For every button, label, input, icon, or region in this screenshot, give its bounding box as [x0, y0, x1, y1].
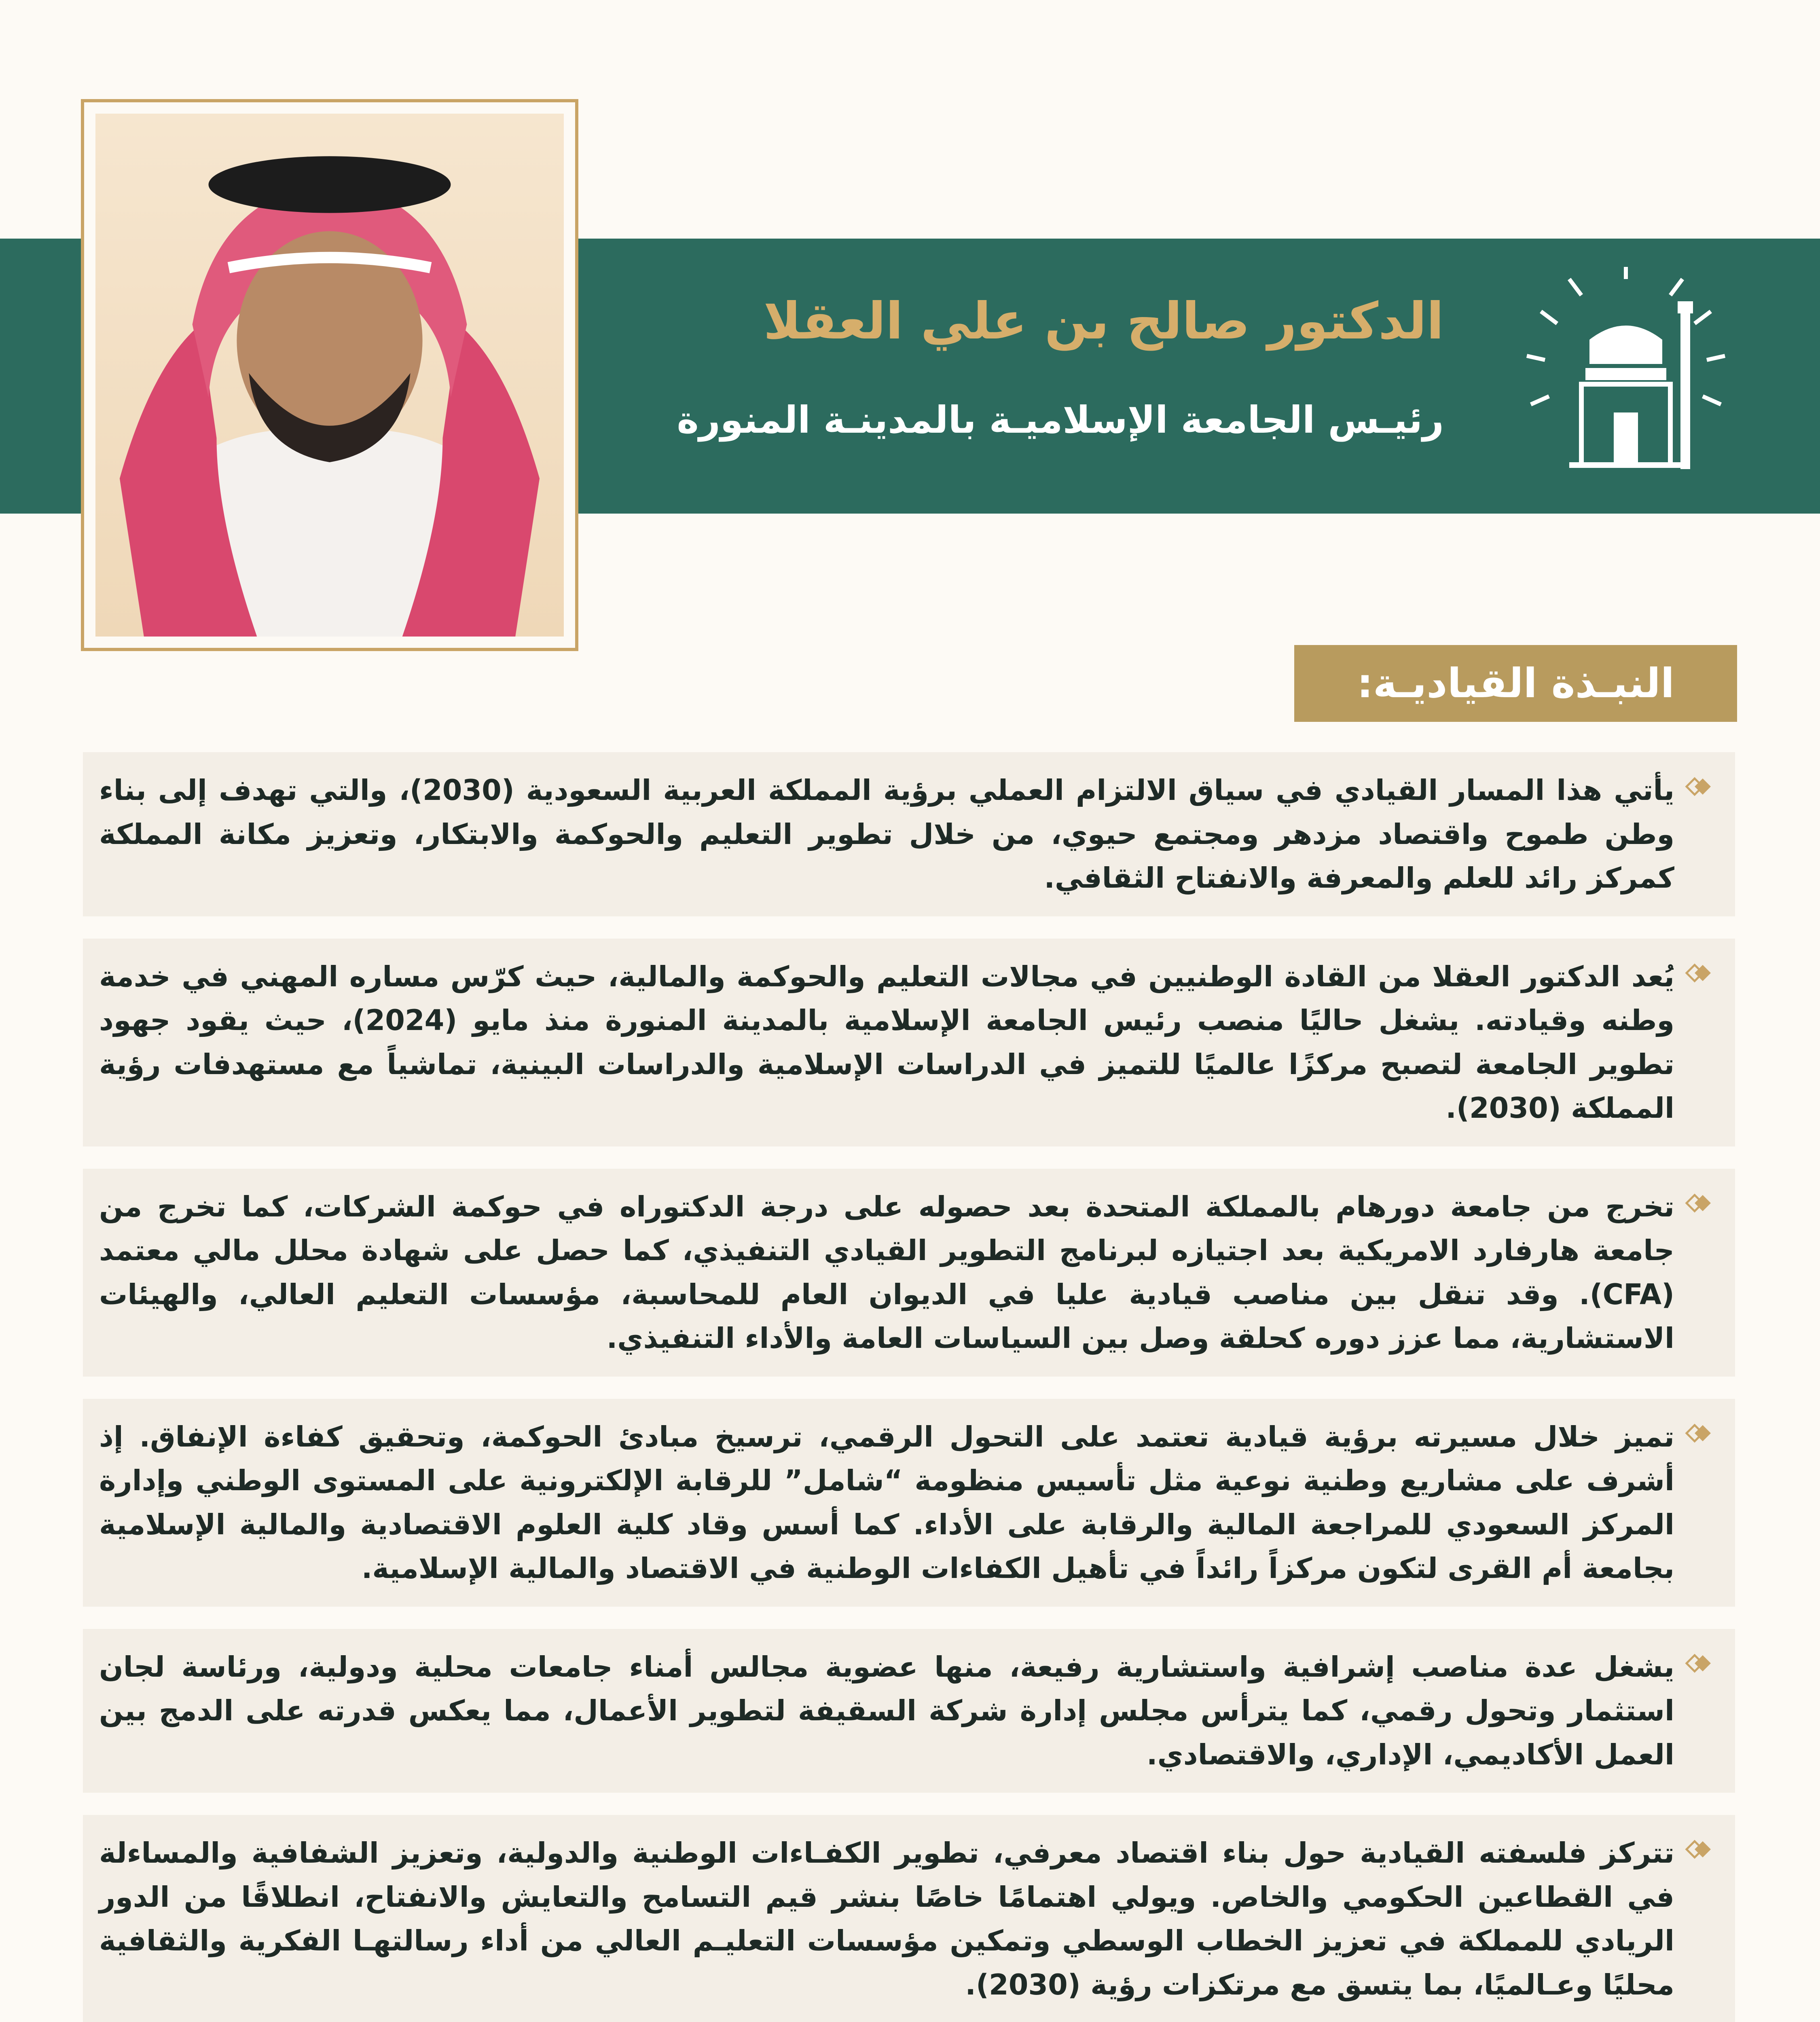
bio-paragraph-text: يأتي هذا المسار القيادي في سياق الالتزام العملي برؤية المملكة العربية السعودية (2030)، والتي تهدف إلى بناء وطن طموح واقتصاد مزدهر ومجتمع حيوي، من خلال تطوير التعليم والحوكمة والابتكار، وتعزيز مكانة المملكة كمركز رائد للعلم والمعرفة والانفتاح الثقافي.: [99, 774, 1674, 895]
portrait-photo: [95, 114, 564, 637]
bio-section-title: النبـذة القياديـة:: [1294, 645, 1737, 722]
bio-paragraph: [83, 1399, 1735, 1607]
diamond-bullet-icon: [1682, 1191, 1719, 1215]
bio-paragraph-text: تتركز فلسفته القيادية حول بناء اقتصاد معرفي، تطوير الكفـاءات الوطنية والدولية، وتعزيز الشفافية والمساءلة في القطاعين الحكومي والخاص. ويولي اهتمامًا خاصًا بنشر قيم التسامح والتعايش والانفتاح، انطلاقًا من الدور الريادي للمملكة في تعزيز الخطاب الوسطي وتمكين مؤسسات التعليـم العالي من أداء رسالتهـا الفكرية والثقافية محليًا وعـالميًا، بما يتسق مع مرتكزات رؤية (2030).: [99, 1836, 1674, 2001]
bio-paragraph: [83, 752, 1735, 916]
diamond-bullet-icon: [1682, 961, 1719, 985]
bio-paragraph-text: يُعد الدكتور العقلا من القادة الوطنيين في مجالات التعليم والحوكمة والمالية، حيث كرّس مساره المهني في خدمة وطنه وقيادته. يشغل حاليًا منصب رئيس الجامعة الإسلامية بالمدينة المنورة منذ مايو (2024)، حيث يقود جهود تطوير الجامعة لتصبح مركزًا عالميًا للتميز في الدراسات الإسلامية والدراسات البينية، تماشياً مع مستهدفات رؤية المملكة (2030).: [99, 960, 1674, 1125]
diamond-bullet-icon: [1682, 1837, 1719, 1861]
diamond-bullet-icon: [1682, 1421, 1719, 1445]
diamond-bullet-icon: [1682, 774, 1719, 799]
person-title: رئيـس الجامعة الإسلاميـة بالمدينـة المنورة: [677, 398, 1444, 442]
person-name: الدكتور صالح بن علي العقلا: [763, 292, 1444, 351]
bio-paragraph: [83, 1169, 1735, 1377]
diamond-bullet-icon: [1682, 1651, 1719, 1675]
bio-paragraph-text: يشغل عدة مناصب إشرافية واستشارية رفيعة، منها عضوية مجالس أمناء جامعات محلية ودولية، ورئاسة لجان استثمار وتحول رقمي، كما يترأس مجلس إدارة شركة السقيفة لتطوير الأعمال، مما يعكس قدرته على الدمج بين العمل الأكاديمي، الإداري، والاقتصادي.: [99, 1650, 1674, 1771]
bio-paragraph-text: تخرج من جامعة دورهام بالمملكة المتحدة بعد حصوله على درجة الدكتوراه في حوكمة الشركات، كما تخرج من جامعة هارفارد الامريكية بعد اجتيازه لبرنامج التطوير القيادي التنفيذي، كما حصل على شهادة محلل مالي معتمد (CFA). وقد تنقل بين مناصب قيادية عليا في الديوان العام للمحاسبة، مؤسسات التعليم العالي، والهيئات الاستشارية، مما عزز دوره كحلقة وصل بين السياسات العامة والأداء التنفيذي.: [99, 1190, 1674, 1355]
bio-paragraph: [83, 1815, 1735, 2022]
portrait-frame: [81, 99, 578, 651]
university-logo-icon: [1521, 263, 1731, 481]
bio-paragraph: [83, 939, 1735, 1146]
bio-paragraph: [83, 1629, 1735, 1793]
bio-paragraph-text: تميز خلال مسيرته برؤية قيادية تعتمد على التحول الرقمي، ترسيخ مبادئ الحوكمة، وتحقيق كفاءة الإنفاق. إذ أشرف على مشاريع وطنية نوعية مثل تأسيس منظومة “شامل” للرقابة الإلكترونية على المستوى الوطني وإدارة المركز السعودي للمراجعة المالية والرقابة على الأداء. كما أسس وقاد كلية العلوم الاقتصادية والمالية الإسلامية بجامعة أم القرى لتكون مركزاً رائداً في تأهيل الكفاءات الوطنية في الاقتصاد والمالية الإسلامية.: [99, 1420, 1674, 1585]
bio-list: [83, 752, 1735, 2022]
